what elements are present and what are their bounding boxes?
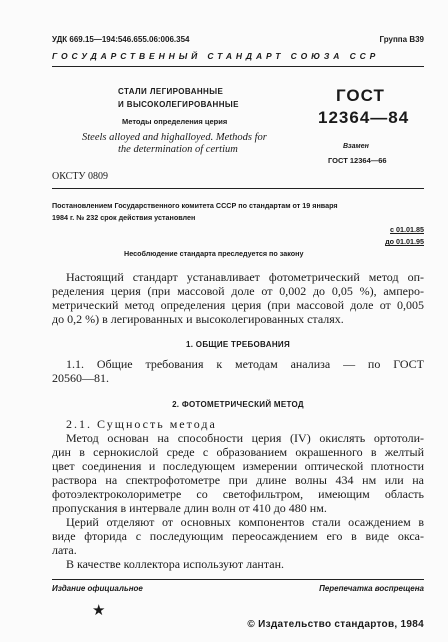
section-1-heading: 1. ОБЩИЕ ТРЕБОВАНИЯ	[186, 340, 290, 349]
title-line-2: И ВЫСОКОЛЕГИРОВАННЫЕ	[118, 100, 239, 109]
validity-from: с 01.01.85	[390, 225, 424, 234]
section-2-line: Метод основан на способности церия (IV) окислять ортотоли-	[66, 431, 424, 445]
section-1-line: 20560—81.	[52, 371, 109, 385]
section-1-paragraph	[52, 357, 424, 385]
okstu-rule	[52, 188, 424, 189]
title-subtitle: Методы определения церия	[122, 117, 228, 126]
section-2-paragraph-1	[52, 431, 424, 515]
decree-line-2: 1984 г. № 232 срок действия установлен	[52, 213, 196, 222]
star-icon: ★	[92, 603, 106, 619]
compliance-notice: Несоблюдение стандарта преследуется по закону	[124, 249, 304, 258]
intro-line: Настоящий стандарт устанавливает фотометрический метод оп-	[66, 270, 424, 284]
section-2-line: раствора на спектрофотометре при длине волны 434 нм или на	[52, 473, 424, 487]
gost-label: ГОСТ	[336, 86, 385, 105]
footer-rule	[52, 579, 424, 580]
section-2-line: лата.	[52, 543, 77, 557]
section-2-line: виде фторида с последующим переосаждением его в виде оксa-	[52, 529, 424, 543]
replaces-label: Взамен	[343, 143, 369, 150]
gost-number: 12364—84	[318, 108, 410, 127]
section-2-line: фотоэлектроколориметре со светофильтром, имеющим область	[52, 487, 424, 501]
section-2-heading: 2. ФОТОМЕТРИЧЕСКИЙ МЕТОД	[172, 400, 304, 409]
clause-2-1-label: 2.1. Сущность метода	[66, 417, 217, 431]
intro-line: до 0,2 %) в легированных и высоколегированных сталях.	[52, 312, 344, 326]
section-2-line: дин в сернокислой среде с образованием окрашенного в желтый	[52, 445, 424, 459]
intro-paragraph	[52, 270, 424, 326]
section-2-paragraph-2	[52, 515, 424, 557]
section-2-paragraph-3	[52, 557, 424, 571]
udk-code: УДК 669.15—194:546.655.06:006.354	[52, 35, 190, 44]
section-2-line: цвет соединения и последующем измерении оптической плотности	[52, 459, 424, 473]
section-2-line: В качестве коллектора используют лантан.	[66, 557, 284, 571]
title-line-1: СТАЛИ ЛЕГИРОВАННЫЕ	[118, 87, 224, 96]
intro-line: ределения церия (при массовой доле от 0,002 до 0,05 %), ампеpo-	[52, 284, 424, 298]
section-1-line: 1.1. Общие требования к методам анализа — по ГОСТ	[66, 357, 424, 371]
header-rule	[52, 66, 424, 67]
validity-to: до 01.01.95	[385, 237, 424, 246]
decree-line-1: Постановлением Государственного комитета СССР по стандартам от 19 января	[52, 201, 338, 210]
group-code: Группа В39	[379, 35, 424, 44]
official-edition-label: Издание официальное	[52, 584, 143, 593]
standard-banner: ГОСУДАРСТВЕННЫЙ СТАНДАРТ СОЮЗА ССР	[52, 51, 380, 61]
okstu-code: ОКСТУ 0809	[52, 171, 109, 182]
reprint-prohibited-label: Перепечатка воспрещена	[319, 584, 424, 593]
english-title-line-2: the determination of certium	[118, 144, 238, 155]
english-title-line-1: Steels alloyed and highalloyed. Methods for	[82, 132, 267, 143]
replaces-value: ГОСТ 12364—66	[328, 156, 387, 165]
publisher-copyright: © Издательство стандартов, 1984	[247, 619, 424, 630]
section-2-line: Церий отделяют от основных компонентов стали осаждением в	[66, 515, 424, 529]
section-2-line: пропускания в интервале длин волн от 410 до 480 нм.	[52, 501, 327, 515]
intro-line: метрический метод определения церия (при массовой доле от 0,005	[52, 298, 424, 312]
